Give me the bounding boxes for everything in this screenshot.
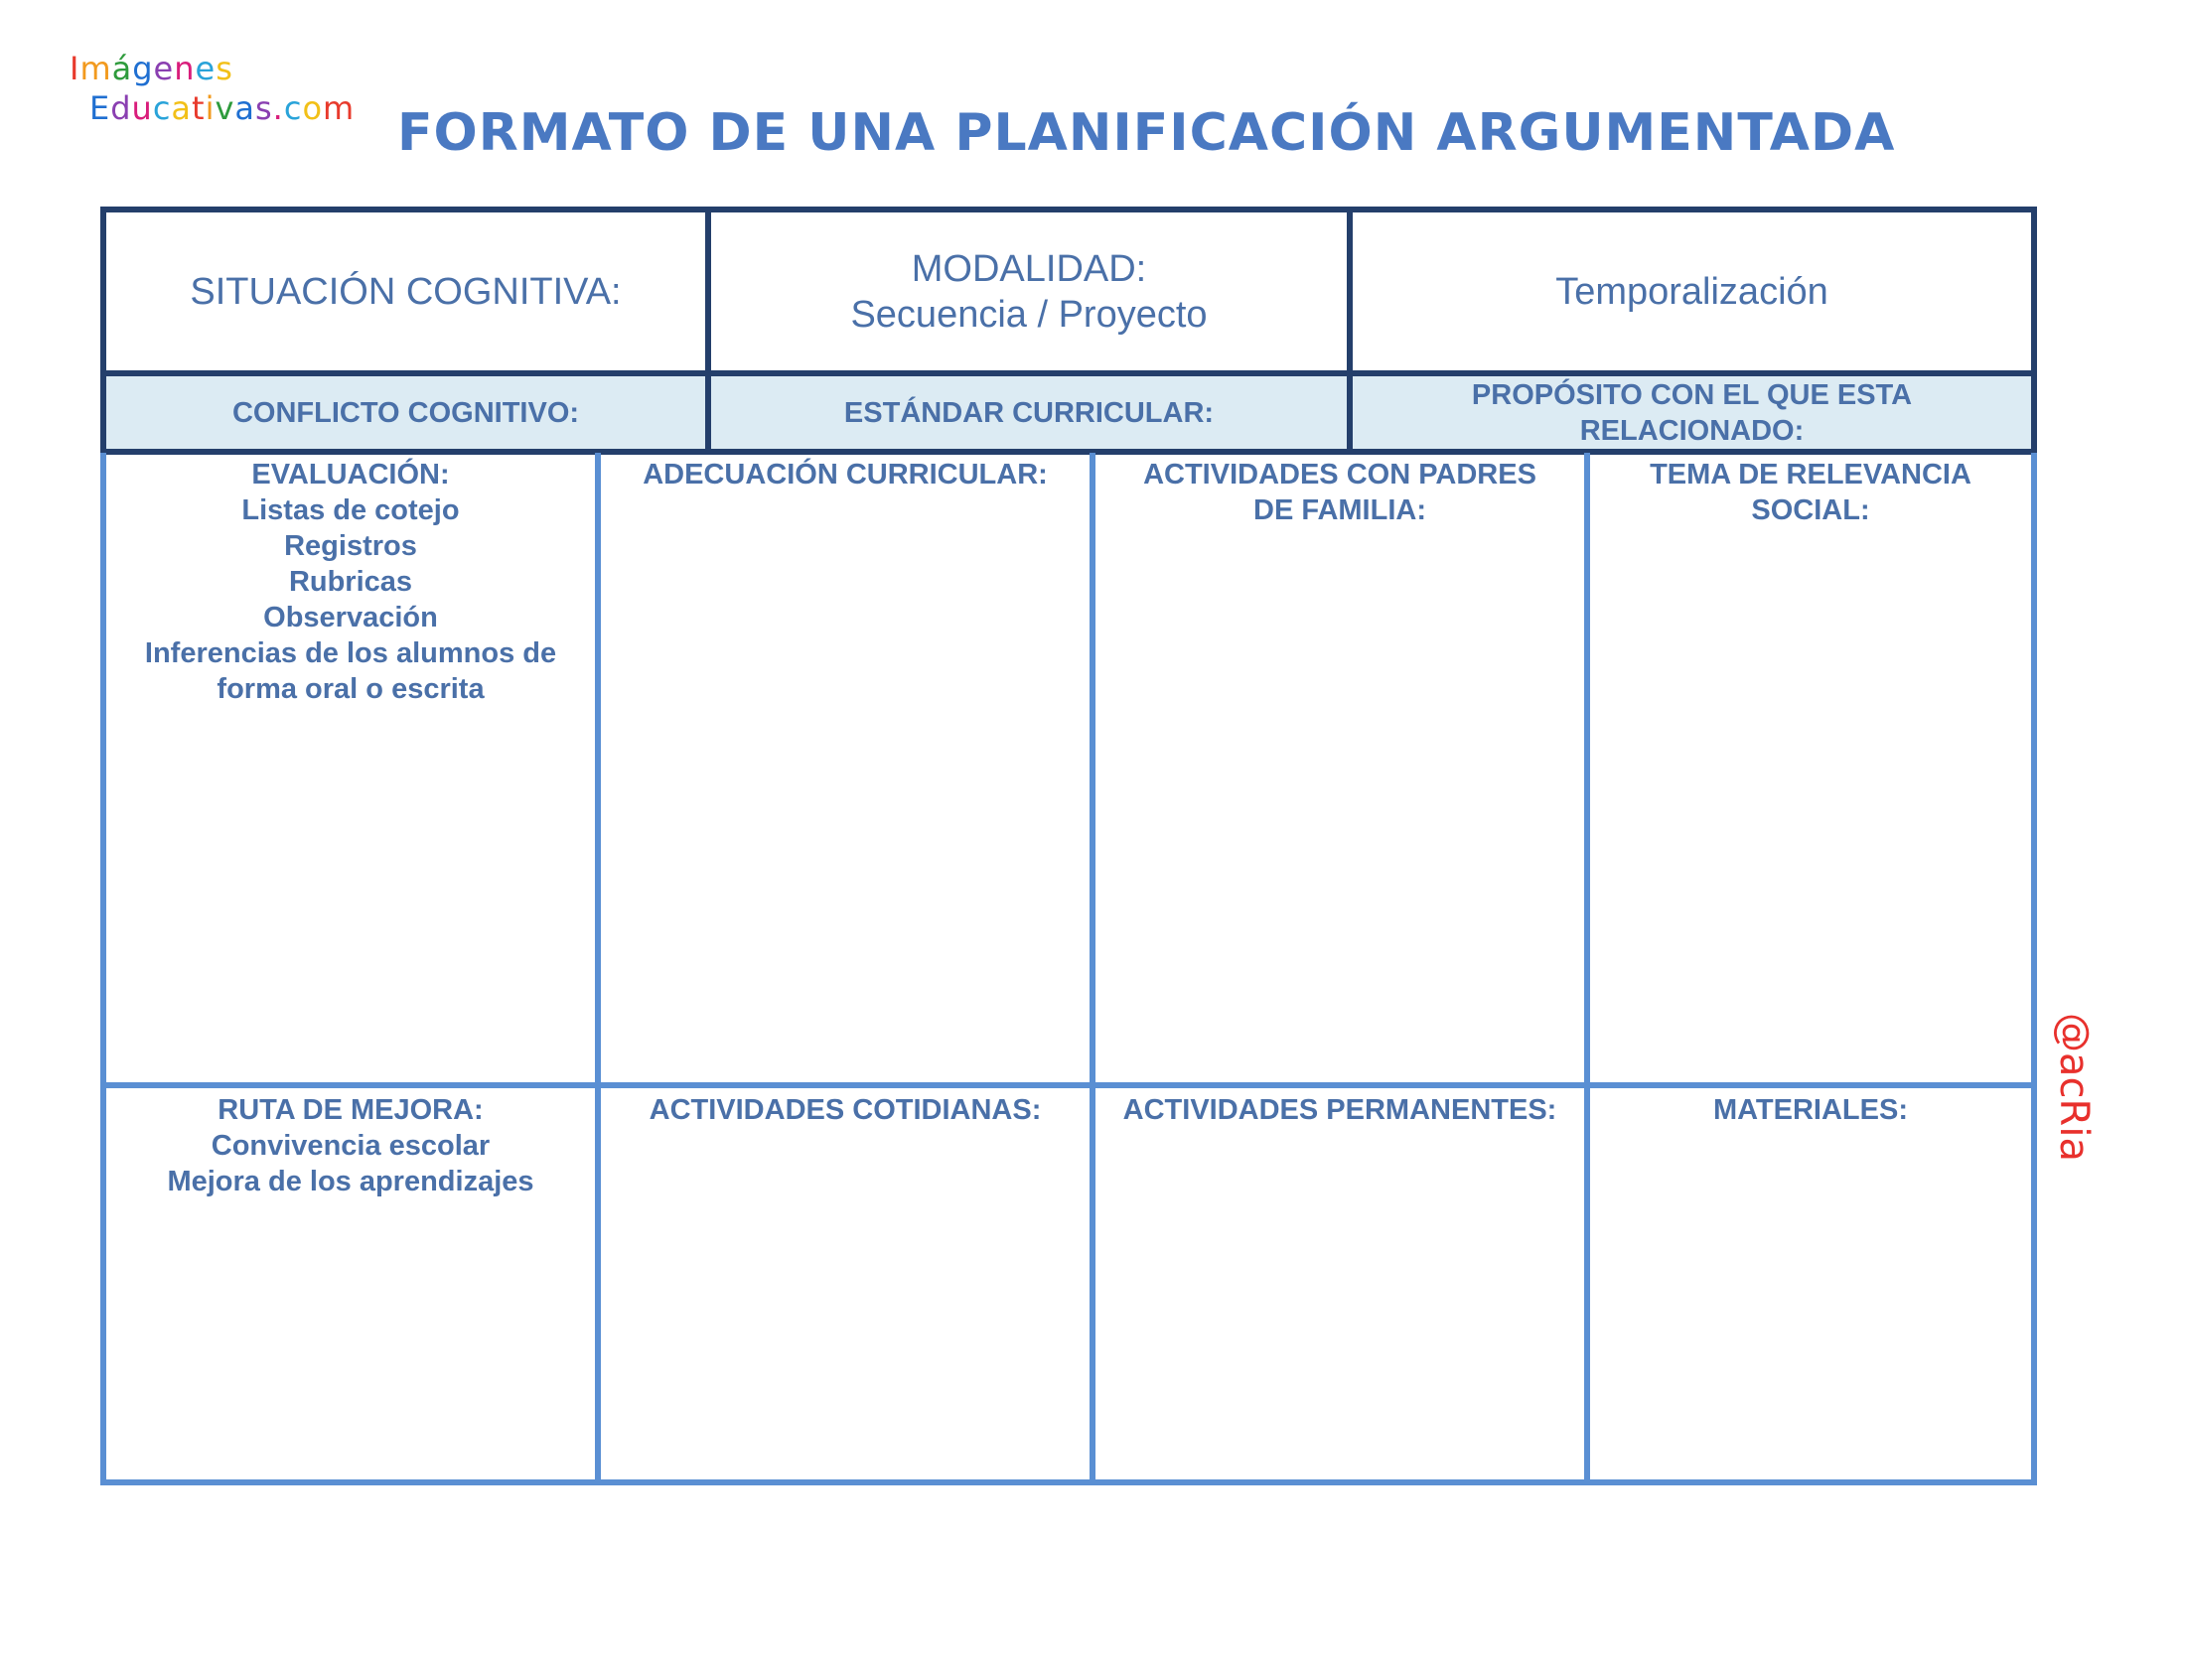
actividades-permanentes-cell[interactable] [1095, 1088, 1584, 1479]
evaluacion-cell[interactable] [106, 453, 595, 1082]
proposito-cell[interactable] [1353, 376, 2031, 449]
estandar-curricular-label: ESTÁNDAR CURRICULAR: [843, 396, 1215, 429]
evaluacion-item: Observación [263, 602, 438, 633]
proposito-label: PROPÓSITO CON EL QUE ESTA RELACIONADO: [1471, 378, 1913, 447]
tema-relevancia-cell[interactable] [1590, 453, 2031, 1082]
logo-letter: u [131, 89, 153, 127]
evaluacion-item: Registros [284, 530, 417, 562]
conflicto-cognitivo-cell[interactable] [106, 376, 705, 449]
logo-letter: s [255, 89, 273, 127]
planning-grid [100, 453, 2037, 1485]
logo-letter: I [70, 50, 80, 87]
modalidad-label: MODALIDAD: [911, 247, 1147, 290]
materiales-header: MATERIALES: [1712, 1094, 1908, 1126]
modalidad-cell[interactable] [711, 212, 1347, 370]
imagenes-educativas-logo [66, 48, 383, 137]
temporalizacion-cell[interactable] [1353, 212, 2031, 370]
author-handle [2044, 1003, 2104, 1172]
actividades-permanentes-header: ACTIVIDADES PERMANENTES: [1122, 1094, 1557, 1126]
modalidad-value: Secuencia / Proyecto [850, 293, 1208, 336]
ruta-mejora-item: Convivencia escolar [211, 1130, 491, 1162]
logo-letter: m [79, 50, 112, 87]
conflicto-cognitivo-label: CONFLICTO COGNITIVO: [231, 396, 580, 429]
logo-letter: c [152, 89, 172, 127]
header-column-divider-1 [705, 212, 711, 449]
logo-line-2 [89, 89, 355, 127]
adecuacion-curricular-header: ADECUACIÓN CURRICULAR: [643, 459, 1048, 490]
header-table [100, 207, 2037, 455]
logo-letter: d [110, 89, 132, 127]
actividades-cotidianas-header: ACTIVIDADES COTIDIANAS: [649, 1094, 1042, 1126]
logo-letter: a [234, 89, 255, 127]
ruta-mejora-item: Mejora de los aprendizajes [167, 1166, 534, 1197]
evaluacion-item: Inferencias de los alumnos de forma oral o escrita [144, 637, 557, 705]
tema-relevancia-header: TEMA DE RELEVANCIA SOCIAL: [1650, 459, 1971, 526]
logo-letter: e [153, 50, 175, 87]
page-title: FORMATO DE UNA PLANIFICACIÓN ARGUMENTADA [397, 103, 1896, 163]
situacion-cognitiva-cell[interactable] [106, 212, 705, 370]
logo-letter: á [111, 50, 133, 87]
logo-line-1 [70, 50, 233, 87]
logo-letter: E [89, 89, 111, 127]
logo-letter: n [174, 50, 196, 87]
logo-letter: m [323, 89, 356, 127]
logo-letter: g [132, 50, 154, 87]
logo-letter: v [215, 89, 235, 127]
temporalizacion-label: Temporalización [1555, 270, 1828, 313]
logo-letter: a [171, 89, 193, 127]
logo-letter: o [302, 89, 324, 127]
adecuacion-curricular-cell[interactable] [601, 453, 1090, 1082]
logo-letter: t [192, 89, 206, 127]
evaluacion-item: Listas de cotejo [241, 494, 460, 526]
evaluacion-item: Rubricas [288, 566, 413, 598]
logo-letter: e [195, 50, 217, 87]
estandar-curricular-cell[interactable] [711, 376, 1347, 449]
actividades-padres-cell[interactable] [1095, 453, 1584, 1082]
ruta-mejora-cell[interactable] [106, 1088, 595, 1479]
evaluacion-header: EVALUACIÓN: [251, 459, 450, 490]
logo-letter: c [283, 89, 303, 127]
actividades-cotidianas-cell[interactable] [601, 1088, 1090, 1479]
logo-letter: i [205, 89, 216, 127]
actividades-padres-header: ACTIVIDADES CON PADRES DE FAMILIA: [1143, 459, 1536, 526]
situacion-cognitiva-label: SITUACIÓN COGNITIVA: [190, 270, 622, 313]
materiales-cell[interactable] [1590, 1088, 2031, 1479]
logo-letter: . [272, 89, 284, 127]
ruta-mejora-header: RUTA DE MEJORA: [218, 1094, 484, 1126]
logo-letter: s [216, 50, 233, 87]
header-column-divider-2 [1347, 212, 1353, 449]
author-handle-text: @acRia [2051, 1013, 2097, 1162]
